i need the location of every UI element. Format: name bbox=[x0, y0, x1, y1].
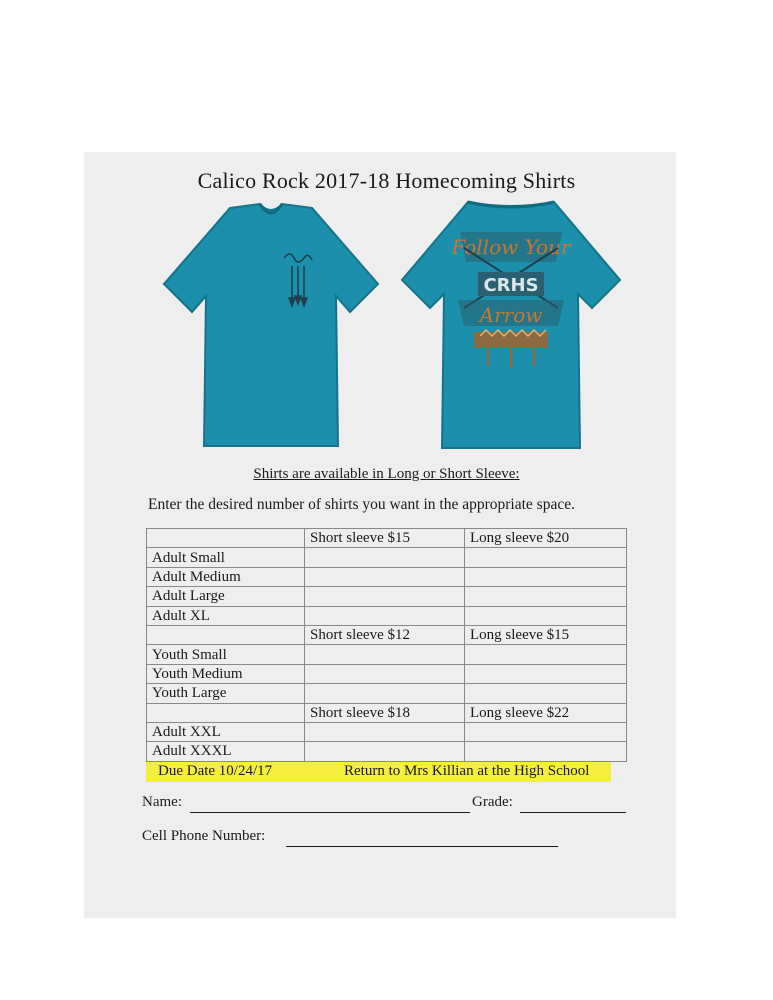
quantity-cell[interactable] bbox=[465, 742, 627, 761]
grade-label: Grade: bbox=[472, 794, 513, 810]
table-header-row bbox=[147, 625, 627, 644]
quantity-cell[interactable] bbox=[305, 722, 465, 741]
table-cell bbox=[147, 703, 305, 722]
quantity-cell[interactable] bbox=[305, 587, 465, 606]
table-row bbox=[147, 587, 627, 606]
column-header-long: Long sleeve $15 bbox=[465, 625, 627, 644]
table-row bbox=[147, 548, 627, 567]
table-cell bbox=[147, 529, 305, 548]
size-label: Adult XXL bbox=[147, 722, 305, 741]
phone-field[interactable] bbox=[286, 830, 558, 847]
quantity-cell[interactable] bbox=[305, 664, 465, 683]
column-header-long: Long sleeve $20 bbox=[465, 529, 627, 548]
table-header-row bbox=[147, 529, 627, 548]
column-header-short: Short sleeve $12 bbox=[305, 625, 465, 644]
quantity-cell[interactable] bbox=[305, 645, 465, 664]
column-header-short: Short sleeve $18 bbox=[305, 703, 465, 722]
quantity-cell[interactable] bbox=[465, 587, 627, 606]
size-label: Adult XL bbox=[147, 606, 305, 625]
quantity-cell[interactable] bbox=[305, 684, 465, 703]
order-table bbox=[146, 528, 627, 762]
column-header-short: Short sleeve $15 bbox=[305, 529, 465, 548]
quantity-cell[interactable] bbox=[465, 664, 627, 683]
table-row bbox=[147, 684, 627, 703]
svg-text:Arrow: Arrow bbox=[479, 303, 543, 327]
quantity-cell[interactable] bbox=[465, 645, 627, 664]
table-row bbox=[147, 664, 627, 683]
quantity-cell[interactable] bbox=[465, 684, 627, 703]
size-label: Adult XXXL bbox=[147, 742, 305, 761]
table-row bbox=[147, 645, 627, 664]
name-field[interactable] bbox=[190, 796, 470, 813]
flyer-title: Calico Rock 2017-18 Homecoming Shirts bbox=[197, 168, 576, 193]
quantity-cell[interactable] bbox=[465, 548, 627, 567]
availability-note: Shirts are available in Long or Short Sleeve: bbox=[253, 466, 520, 482]
size-label: Adult Small bbox=[147, 548, 305, 567]
quantity-cell[interactable] bbox=[465, 567, 627, 586]
size-label: Youth Small bbox=[147, 645, 305, 664]
table-row bbox=[147, 606, 627, 625]
return-instructions: Return to Mrs Killian at the High School bbox=[344, 763, 590, 779]
size-label: Youth Large bbox=[147, 684, 305, 703]
quantity-cell[interactable] bbox=[305, 548, 465, 567]
quantity-cell[interactable] bbox=[305, 606, 465, 625]
size-label: Youth Medium bbox=[147, 664, 305, 683]
quantity-cell[interactable] bbox=[465, 722, 627, 741]
instruction-text: Enter the desired number of shirts you want in the appropriate space. bbox=[148, 496, 575, 513]
table-row bbox=[147, 742, 627, 761]
quantity-cell[interactable] bbox=[305, 567, 465, 586]
name-label: Name: bbox=[142, 794, 182, 810]
size-label: Adult Medium bbox=[147, 567, 305, 586]
phone-label: Cell Phone Number: bbox=[142, 828, 266, 844]
table-row bbox=[147, 722, 627, 741]
table-row bbox=[147, 567, 627, 586]
table-header-row bbox=[147, 703, 627, 722]
tshirt-front-icon bbox=[160, 200, 382, 452]
quantity-cell[interactable] bbox=[465, 606, 627, 625]
due-date: Due Date 10/24/17 bbox=[158, 763, 273, 779]
table-cell bbox=[147, 625, 305, 644]
column-header-long: Long sleeve $22 bbox=[465, 703, 627, 722]
tshirt-back-icon bbox=[398, 196, 624, 454]
size-label: Adult Large bbox=[147, 587, 305, 606]
svg-text:Follow Your: Follow Your bbox=[451, 235, 571, 259]
grade-field[interactable] bbox=[520, 796, 626, 813]
quantity-cell[interactable] bbox=[305, 742, 465, 761]
svg-text:CRHS: CRHS bbox=[483, 275, 539, 296]
